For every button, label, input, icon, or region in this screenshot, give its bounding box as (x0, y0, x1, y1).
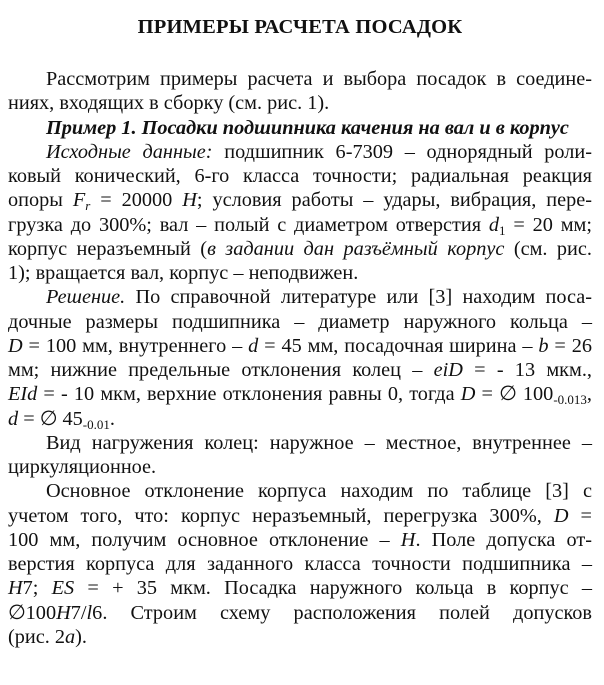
solution-label: Решение. (46, 286, 126, 309)
text-fragment: 7/ (70, 601, 87, 624)
symbol-d: d (488, 213, 500, 236)
subscript-1: 1 (499, 222, 506, 238)
symbol-b: b (538, 334, 549, 357)
text-line (8, 504, 592, 528)
symbol-d: d (8, 407, 19, 430)
symbol-H: H (8, 577, 23, 600)
intro-paragraph (8, 67, 592, 649)
text-line (8, 358, 592, 382)
text-fragment: учетом того, что: корпус неразъемный, перегрузка 300%, (8, 504, 554, 527)
text-line: циркуляционное. (8, 456, 157, 478)
text-line: Рассмотрим примеры расчета и выбора посадок в соедине- (46, 68, 592, 90)
text-line: 1); вращается вал, корпус – неподвижен. (8, 262, 359, 284)
symbol-H: H (56, 601, 71, 624)
text-fragment: = 45 мм, посадочная ширина – (258, 334, 539, 357)
text-fragment: ). (75, 625, 87, 648)
text-fragment: . (109, 407, 115, 430)
text-line (8, 601, 592, 625)
subscript-r: r (85, 198, 91, 214)
symbol-d: d (248, 334, 259, 357)
example-heading (8, 116, 592, 140)
symbol-D: D (8, 334, 23, 357)
text-fragment: корпус неразъемный ( (8, 237, 208, 260)
text-fragment: грузка до 300%; вал – полый с диаметром отверстия (8, 213, 489, 236)
symbol-H: H (400, 528, 416, 551)
text-fragment: опоры (8, 189, 73, 212)
text-fragment: = 100 мм, внутреннего – (22, 334, 249, 357)
text-line (8, 625, 592, 649)
text-fragment: = 26 (548, 334, 592, 357)
text-fragment: подшипник 6-7309 – однорядный роли- (212, 140, 592, 163)
text-fragment: 100 мм, получим основное отклонение – (8, 528, 401, 551)
symbol-ES: ES (51, 577, 75, 600)
subscript-tolerance: -0.013 (553, 392, 587, 408)
page-title: ПРИМЕРЫ РАСЧЕТА ПОСАДОК (137, 16, 463, 38)
symbol-D: D (553, 504, 569, 527)
text-line (8, 382, 592, 406)
text-fragment: ; условия работы – удары, вибрация, пере- (196, 189, 592, 212)
example-heading-text: Пример 1. Посадки подшипника качения на вал и в корпус (46, 116, 569, 139)
text-fragment: По справочной литературе или [3] находим поса- (125, 286, 592, 309)
text-line (8, 285, 592, 309)
text-line: верстия корпуса для заданного класса точности подшипника – (8, 553, 592, 575)
subscript-tolerance: -0.01 (82, 416, 110, 432)
text-fragment: = + 35 мкм. Посадка наружного кольца в корпус – (74, 577, 592, 600)
text-fragment: = ∅ 45 (18, 407, 83, 430)
text-line: дочные размеры подшипника – диаметр наружного кольца – (8, 310, 592, 333)
text-fragment: , (586, 383, 592, 406)
text-line (8, 237, 592, 261)
text-line (8, 576, 592, 600)
symbol-a: а (65, 625, 76, 648)
text-fragment: (рис. 2 (8, 625, 66, 648)
text-line (8, 334, 592, 358)
text-line: ниях, входящих в сборку (см. рис. 1). (8, 92, 330, 115)
text-fragment: = 20 мм; (505, 213, 592, 236)
given-label: Исходные данные: (46, 140, 213, 163)
text-line (8, 213, 592, 237)
symbol-D: D (460, 383, 476, 406)
italic-note: в задании дан разъёмный корпус (207, 237, 505, 260)
text-fragment: = (568, 504, 592, 527)
text-line (8, 140, 592, 164)
text-fragment: мм; нижние предельные отклонения колец – (8, 359, 434, 381)
symbol-EId: EId (8, 383, 38, 406)
text-fragment: = - 10 мкм, верхние отклонения равны 0, тогда (37, 383, 461, 406)
symbol-eiD: eiD (433, 359, 463, 381)
text-line: ковый конический, 6-го класса точности; радиальная реакция (8, 165, 592, 187)
text-line: Вид нагружения колец: наружное – местное, внутреннее – (46, 431, 592, 454)
text-fragment: 7; (22, 577, 52, 600)
symbol-l: l (86, 601, 93, 624)
symbol-F: F (72, 189, 86, 212)
text-fragment: = - 13 мкм., (462, 359, 592, 381)
text-fragment: = ∅ 100 (475, 383, 554, 406)
text-fragment: 6. Строим схему расположения полей допусков (92, 601, 592, 624)
symbol-H: H (182, 189, 197, 212)
text-line (8, 188, 592, 212)
text-fragment: = 20000 (90, 189, 183, 212)
text-fragment: . Поле допуска от- (415, 528, 593, 551)
text-line: Основное отклонение корпуса находим по таблице [3] с (46, 480, 592, 503)
text-fragment: (см. рис. (504, 237, 592, 260)
text-fragment: ∅100 (8, 601, 57, 624)
text-line (8, 407, 592, 431)
text-line (8, 528, 592, 552)
